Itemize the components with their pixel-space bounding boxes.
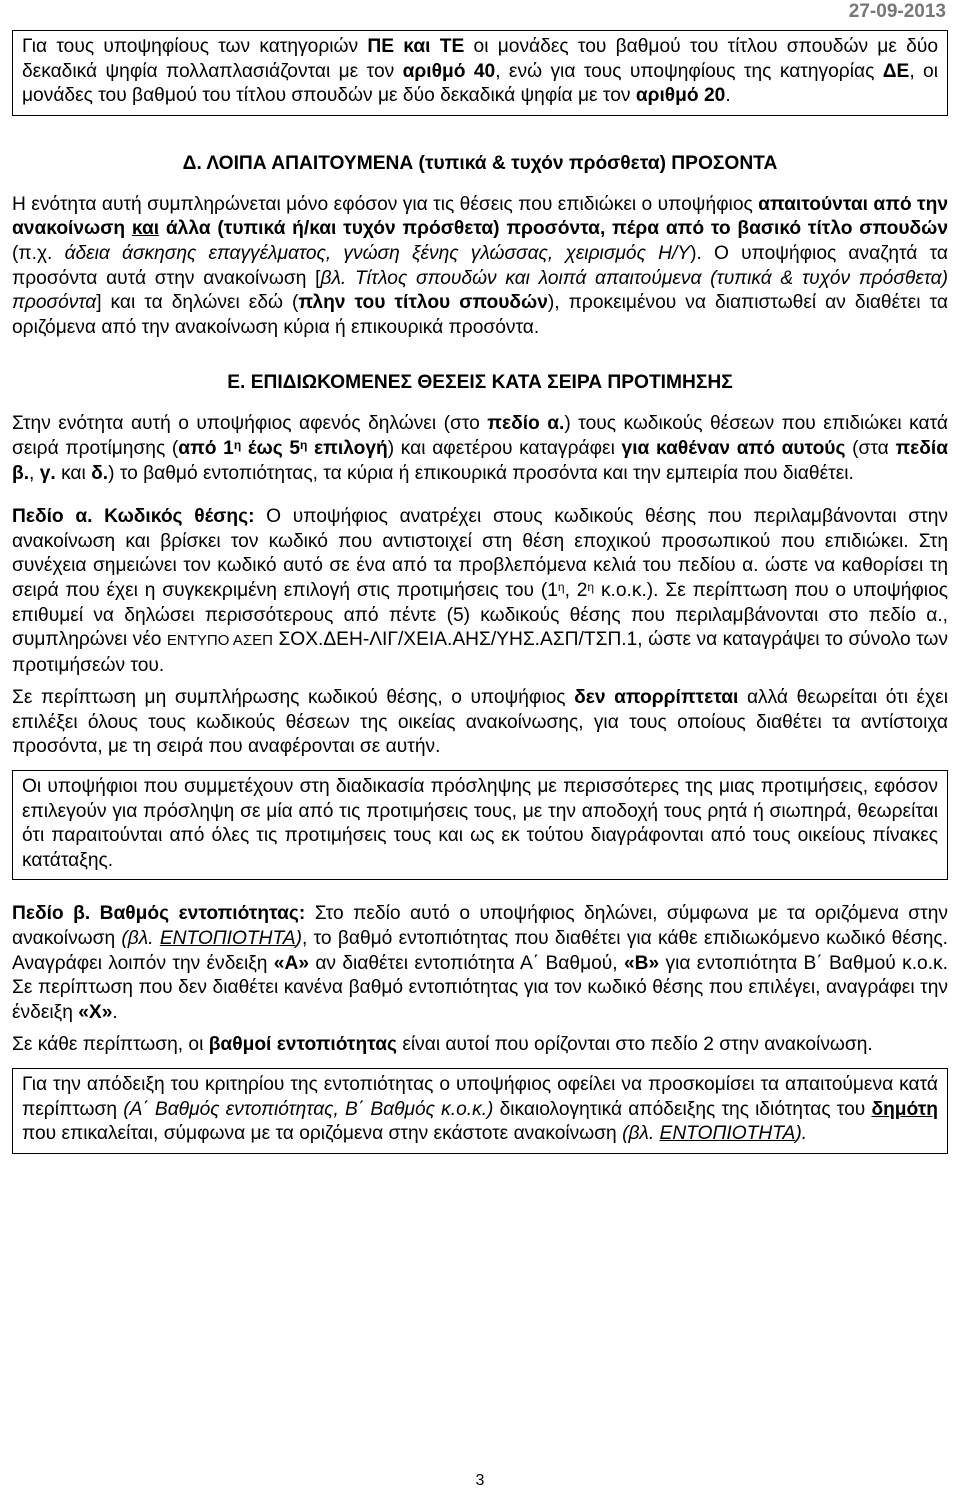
field-b-note: Σε κάθε περίπτωση, οι βαθμοί εντοπιότητας είναι αυτοί που ορίζονται στο πεδίο 2 στην ανακοίνωση. — [12, 1034, 873, 1056]
grade-multiplier-box — [12, 30, 948, 116]
multiple-preferences-box — [12, 770, 948, 880]
page-number: 3 — [475, 1472, 485, 1489]
field-a-text: Πεδίο α. Κωδικός θέσης: Ο υποψήφιος ανατρέχει στους κωδικούς θέσης που περιλαμβάνονται στην ανακοίνωση και βρίσκει τον κωδικό που αντιστοιχεί στη θέση εποχικού προσωπικού που επιδιώκει. Στη συνέχεια σημειώνει τον κωδικό αυτό σε ένα από τα προβλεπόμενα κελιά του πεδίου α. ώστε να καθορίσει τη σειρά που έχει η συγκεκριμένη επιλογή στις προτιμήσεις του ($1^\eta$, $2^\eta$ κ.ο.κ.). Σε περίπτωση που ο υποψήφιος επιθυμεί να δηλώσει περισσότερους από πέντε (5) κωδικούς θέσης που περιλαμβάνονται στο πεδίο α., συμπληρώνει νέο ΕΝΤΥΠΟ ΑΣΕΠ ΣΟΧ.ΔΕΗ-ΛΙΓ/ΧΕΙΑ.ΑΗΣ/ΥΗΣ.ΑΣΠ/ΤΣΠ.1, ώστε να καταγράψει το σύνολο των προτιμήσεών του. — [12, 506, 948, 676]
section-e-heading: Ε. ΕΠΙΔΙΩΚΟΜΕΝΕΣ ΘΕΣΕΙΣ ΚΑΤΑ ΣΕΙΡΑ ΠΡΟΤΙΜΗΣΗΣ — [227, 372, 733, 394]
page-content — [12, 0, 948, 1154]
grade-multiplier-text: Για τους υποψηφίους των κατηγοριών ΠΕ και ΤΕ οι μονάδες του βαθμού του τίτλου σπουδών με δύο δεκαδικά ψηφία πολλαπλασιάζονται με τον αριθμό 40, ενώ για τους υποψηφίους της κατηγορίας ΔΕ, οι μονάδες του βαθμού του τίτλου σπουδών με δύο δεκαδικά ψηφία με τον αριθμό 20. — [22, 36, 939, 107]
section-d-text: Η ενότητα αυτή συμπληρώνεται μόνο εφόσον για τις θέσεις που επιδιώκει ο υποψήφιος απαιτούνται από την ανακοίνωση και άλλα (τυπικά ή/και τυχόν πρόσθετα) προσόντα, πέρα από το βασικό τίτλο σπουδών (π.χ. άδεια άσκησης επαγγέλματος, γνώση ξένης γλώσσας, χειρισμός Η/Υ). Ο υποψήφιος αναζητά τα προσόντα αυτά στην ανακοίνωση [βλ. Τίτλος σπουδών και λοιπά απαιτούμενα (τυπικά & τυχόν πρόσθετα) προσόντα] και τα δηλώνει εδώ (πλην του τίτλου σπουδών), προκειμένου να διαπιστωθεί αν διαθέτει τα οριζόμενα από την ανακοίνωση κύρια ή επικουρικά προσόντα. — [12, 193, 948, 338]
locality-proof-box — [12, 1068, 948, 1154]
multiple-preferences-text: Οι υποψήφιοι που συμμετέχουν στη διαδικασία πρόσληψης με περισσότερες της μιας προτιμήσεις, εφόσον επιλεγούν για πρόσληψη σε μία από τις προτιμήσεις τους, με την αποδοχή τους ρητά ή σιωπηρά, θεωρείται ότι παραιτούνται από όλες τις προτιμήσεις τους και ως εκ τούτου διαγράφονται από τους οικείους πίνακες κατάταξης. — [22, 776, 938, 871]
locality-proof-text: Για την απόδειξη του κριτηρίου της εντοπιότητας ο υποψήφιος οφείλει να προσκομίσει τα απαιτούμενα κατά περίπτωση (Α΄ Βαθμός εντοπιότητας, Β΄ Βαθμός κ.ο.κ.) δικαιολογητικά απόδειξης της ιδιότητας του δημότη που επικαλείται, σύμφωνα με τα οριζόμενα στην εκάστοτε ανακοίνωση (βλ. ΕΝΤΟΠΙΟΤΗΤΑ). — [22, 1074, 939, 1145]
document-date: 27-09-2013 — [848, 1, 946, 22]
section-e-text: Στην ενότητα αυτή ο υποψήφιος αφενός δηλώνει (στο πεδίο α.) τους κωδικούς θέσεων που επιδιώκει κατά σειρά προτίμησης (από $1^\eta$ έως $5^\eta$ επιλογή) και αφετέρου καταγράφει για καθέναν από αυτούς (στα πεδία β., γ. και δ.) το βαθμό εντοπιότητας, τα κύρια ή επικουρικά προσόντα και την εμπειρία που διαθέτει. — [12, 413, 948, 484]
section-d-heading: Δ. ΛΟΙΠΑ ΑΠΑΙΤΟΥΜΕΝΑ (τυπικά & τυχόν πρόσθετα) ΠΡΟΣΟΝΤΑ — [182, 152, 778, 174]
field-a-missing-code-text: Σε περίπτωση μη συμπλήρωσης κωδικού θέσης, ο υποψήφιος δεν απορρίπτεται αλλά θεωρείται ότι έχει επιλέξει όλους τους κωδικούς θέσεων της οικείας ανακοίνωσης, για τους οποίους διαθέτει τα αντίστοιχα προσόντα, με τη σειρά που αναφέρονται σε αυτήν. — [12, 687, 948, 758]
field-b-text: Πεδίο β. Βαθμός εντοπιότητας: Στο πεδίο αυτό ο υποψήφιος δηλώνει, σύμφωνα με τα οριζόμενα στην ανακοίνωση (βλ. ΕΝΤΟΠΙΟΤΗΤΑ), το βαθμό εντοπιότητας που διαθέτει για κάθε επιδιωκόμενο κωδικό θέσης. Αναγράφει λοιπόν την ένδειξη «Α» αν διαθέτει εντοπιότητα Α΄ Βαθμού, «Β» για εντοπιότητα Β΄ Βαθμού κ.ο.κ. Σε περίπτωση που δεν διαθέτει κανένα βαθμό εντοπιότητας για τον κωδικό θέσης που επιλέγει, αναγράφει την ένδειξη «Χ». — [12, 903, 948, 1023]
